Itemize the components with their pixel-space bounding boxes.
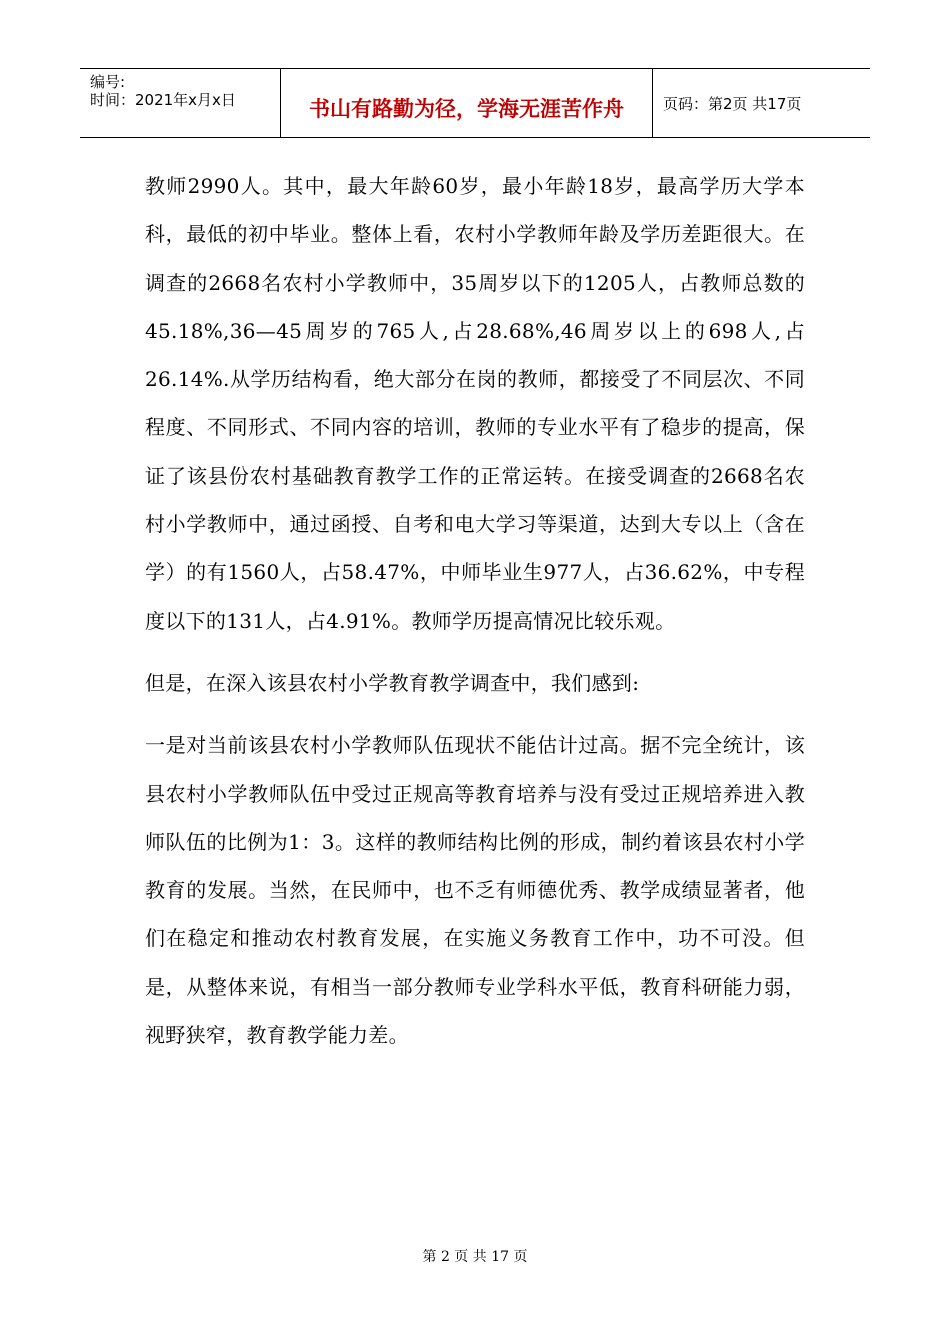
body-paragraph: 但是，在深入该县农村小学教育教学调查中，我们感到:	[145, 670, 640, 695]
header-motto: 书山有路勤为径，学海无涯苦作舟	[309, 97, 624, 121]
page-header	[80, 68, 870, 138]
body-paragraph: 教师2990人。其中，最大年龄60岁，最小年龄18岁，最高学历大学本科，最低的初中毕业。整体上看，农村小学教师年龄及学历差距很大。在调查的2668名农村小学教师中，35周岁以下的1205人，占教师总数的45.18%,36—45周岁的765人,占28.68%,46周岁以上的698人,占26.14%.从学历结构看，绝大部分在岗的教师，都接受了不同层次、不同程度、不同形式、不同内容的培训，教师的专业水平有了稳步的提高，保证了该县份农村基础教育教学工作的正常运转。在接受调查的2668名农村小学教师中，通过函授、自考和电大学习等渠道，达到大专以上（含在学）的有1560人，占58.47%，中师毕业生977人，占36.62%，中专程度以下的131人，占4.91%。教师学历提高情况比较乐观。	[145, 174, 805, 633]
header-divider	[652, 69, 653, 137]
document-body	[145, 162, 805, 1059]
document-date: 时间：2021年x月x日	[90, 91, 236, 109]
document-number-label: 编号:	[90, 73, 126, 91]
page-footer: 第 2 页 共 17 页	[422, 1249, 528, 1265]
header-page-info: 页码：第2页 共17页	[663, 95, 802, 113]
body-paragraph: 一是对当前该县农村小学教师队伍现状不能估计过高。据不完全统计，该县农村小学教师队伍中受过正规高等教育培养与没有受过正规培养进入教师队伍的比例为1：3。这样的教师结构比例的形成，制约着该县农村小学教育的发展。当然，在民师中，也不乏有师德优秀、教学成绩显著者，他们在稳定和推动农村教育发展，在实施义务教育工作中，功不可没。但是，从整体来说，有相当一部分教师专业学科水平低，教育科研能力弱，视野狭窄，教育教学能力差。	[145, 733, 805, 1048]
